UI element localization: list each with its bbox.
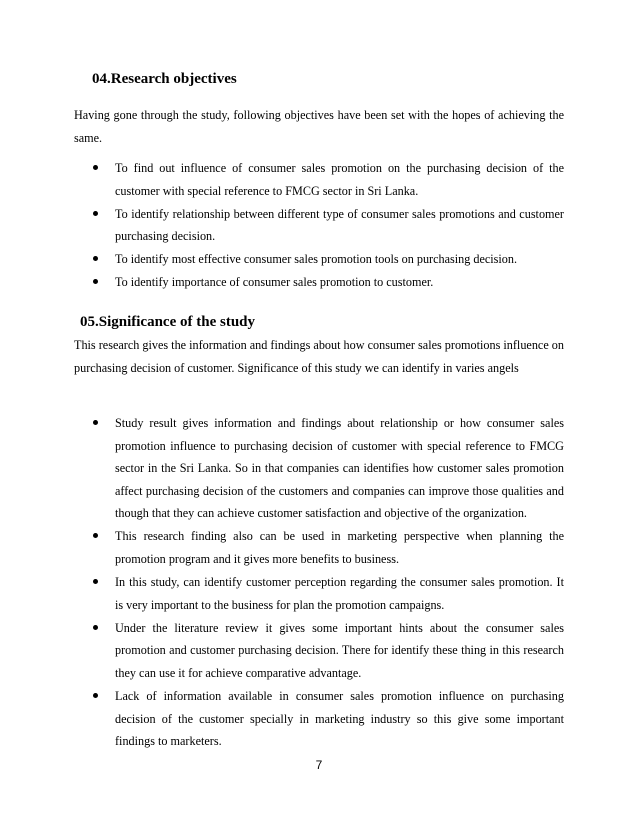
bullet-icon	[93, 420, 98, 425]
section-heading-research-objectives: 04.Research objectives	[92, 71, 237, 87]
significance-list	[0, 412, 564, 753]
bullet-icon	[93, 256, 98, 261]
list-item: To identify most effective consumer sales promotion tools on purchasing decision.	[0, 248, 564, 271]
bullet-icon	[93, 211, 98, 216]
list-item: Lack of information available in consumer sales promotion influence on purchasing decision of the customer specially in marketing industry so this give some important findings to marketers.	[0, 685, 564, 753]
list-item: To identify importance of consumer sales promotion to customer.	[0, 271, 564, 294]
list-item: In this study, can identify customer perception regarding the consumer sales promotion. It is very important to the business for plan the promotion campaigns.	[0, 571, 564, 616]
bullet-icon	[93, 533, 98, 538]
bullet-icon	[93, 579, 98, 584]
bullet-icon	[93, 279, 98, 284]
list-item: To identify relationship between different type of consumer sales promotions and customer purchasing decision.	[0, 203, 564, 248]
significance-intro: This research gives the information and findings about how consumer sales promotions influence on purchasing decision of customer. Significance of this study we can identify in varies angels	[74, 338, 564, 375]
bullet-icon	[93, 693, 98, 698]
research-objectives-list	[0, 157, 564, 295]
list-item: Under the literature review it gives some important hints about the consumer sales promotion and customer purchasing decision. There for identify these thing in this research they can use it for achieve comparative advantage.	[0, 617, 564, 685]
page-number: 7	[315, 758, 323, 772]
bullet-icon	[93, 165, 98, 170]
section-heading-significance: 05.Significance of the study	[80, 314, 256, 330]
list-item: This research finding also can be used in marketing perspective when planning the promotion program and it gives more benefits to business.	[0, 525, 564, 570]
list-item: Study result gives information and findings about relationship or how consumer sales promotion influence to purchasing decision of customer with special reference to FMCG sector in the Sri Lanka. So in that companies can identifies how customer sales promotion affect purchasing decision of the customers and companies can improve those qualities and though that they can achieve customer satisfaction and objective of the organization.	[0, 412, 564, 525]
research-objectives-intro: Having gone through the study, following objectives have been set with the hopes of achieving the same.	[74, 108, 564, 145]
bullet-icon	[93, 625, 98, 630]
list-item: To find out influence of consumer sales promotion on the purchasing decision of the customer with special reference to FMCG sector in Sri Lanka.	[0, 157, 564, 202]
